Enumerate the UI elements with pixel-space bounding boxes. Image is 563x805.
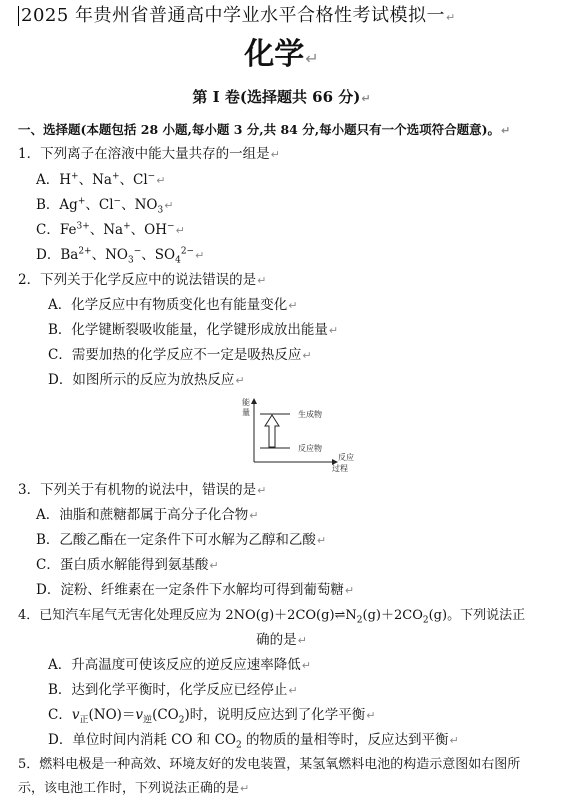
question-2-option-d: [48, 371, 245, 390]
question-2-stem: [18, 271, 266, 290]
option-text: A．升高温度可使该反应的逆反应速率降低: [48, 657, 301, 673]
charge: +: [123, 221, 131, 232]
subject-text: 化学: [244, 37, 305, 72]
question-text: 5．燃料电极是一种高效、环境友好的发电装置，某氢氧燃料电池的构造示意图如右图所: [18, 757, 521, 772]
charge: −: [133, 246, 142, 257]
paragraph-mark-icon: ↵: [449, 734, 459, 747]
energy-diagram: [228, 396, 360, 476]
question-4-option-a: [48, 656, 311, 675]
option-text: A．油脂和蔗糖都属于高分子化合物: [36, 507, 249, 523]
charge: 3+: [76, 221, 90, 232]
y-axis-label-1: 能: [242, 398, 250, 407]
option-text: D．淀粉、纤维素在一定条件下水解均可得到葡萄糖: [36, 582, 344, 598]
question-2-option-b: [48, 321, 338, 340]
question-text: N: [345, 608, 357, 623]
paragraph-mark-icon: ↵: [344, 584, 355, 597]
exam-header: [18, 4, 456, 30]
paragraph-mark-icon: ↵: [361, 92, 371, 105]
question-5-stem: [18, 756, 520, 774]
paragraph-mark-icon: ↵: [270, 148, 280, 161]
ion-text: Ag: [59, 197, 78, 213]
question-4-option-d: [48, 731, 459, 750]
paragraph-mark-icon: ↵: [257, 274, 267, 287]
ion-text: 、NO: [121, 197, 158, 213]
paragraph-mark-icon: ↵: [209, 559, 219, 572]
subscript: 正: [79, 715, 89, 726]
y-axis-label-2: 量: [242, 408, 250, 417]
paragraph-mark-icon: ↵: [305, 49, 319, 68]
question-text: 示，该电池工作时，下列说法正确的是: [18, 781, 240, 796]
question-1-stem: [18, 145, 280, 164]
reactant-level-label: 反应物: [298, 444, 322, 453]
question-2-option-a: [48, 296, 297, 315]
ion-text: 、SO: [141, 247, 176, 263]
paragraph-mark-icon: ↵: [302, 349, 312, 362]
option-text: (CO: [152, 707, 179, 723]
charge: +: [71, 171, 79, 182]
paragraph-mark-icon: ↵: [175, 224, 185, 237]
question-3-stem: [18, 481, 266, 500]
question-4-stem: [18, 607, 525, 625]
question-3-option-a: [36, 506, 258, 525]
ion-text: Fe: [59, 222, 77, 238]
charge: −: [113, 196, 122, 207]
question-1-option-b: [36, 196, 173, 215]
option-label: C．: [48, 707, 72, 723]
question-3-option-b: [36, 531, 326, 550]
option-text: C．需要加热的化学反应不一定是吸热反应: [48, 347, 302, 363]
paragraph-mark-icon: ↵: [156, 174, 166, 187]
paragraph-mark-icon: ↵: [297, 634, 307, 647]
paragraph-mark-icon: ↵: [195, 249, 205, 262]
option-label: D．: [36, 247, 61, 263]
paragraph-mark-icon: ↵: [288, 299, 298, 312]
charge: +: [77, 196, 86, 207]
option-label: A．: [36, 172, 60, 188]
charge: 2+: [78, 246, 92, 257]
charge: 2−: [180, 246, 195, 257]
subject-title: [0, 36, 563, 78]
question-5-stem-line-2: [18, 780, 249, 798]
paragraph-mark-icon: ↵: [235, 374, 245, 387]
ion-text: H: [59, 172, 72, 188]
subscript: 3: [127, 255, 134, 266]
question-3-option-c: [36, 556, 219, 575]
ion-text: 、OH: [130, 222, 168, 238]
option-text: B．化学键断裂吸收能量，化学键形成放出能量: [48, 322, 328, 338]
option-text: (NO)＝: [88, 707, 136, 723]
paragraph-mark-icon: ↵: [446, 11, 456, 24]
paragraph-mark-icon: ↵: [366, 709, 376, 722]
question-1-option-c: [36, 221, 185, 240]
option-text: D．如图所示的反应为放热反应: [48, 372, 235, 388]
question-text: 2．下列关于化学反应中的说法错误的是: [18, 272, 257, 288]
rate-symbol: v: [135, 707, 144, 723]
paragraph-mark-icon: ↵: [288, 684, 298, 697]
question-1-option-a: [36, 171, 165, 190]
question-4-option-c: [48, 706, 375, 725]
charge: −: [147, 171, 156, 182]
option-text: A．化学反应中有物质变化也有能量变化: [48, 297, 288, 313]
option-text: )时，说明反应达到了化学平衡: [184, 707, 366, 723]
charge: −: [167, 221, 175, 232]
option-label: C．: [36, 222, 60, 238]
x-axis-label-2: 过程: [332, 464, 348, 473]
paragraph-mark-icon: ↵: [328, 324, 339, 337]
ion-text: 、Na: [78, 172, 112, 188]
subscript: 2: [178, 715, 185, 726]
ion-text: 、NO: [91, 247, 128, 263]
subscript: 逆: [143, 715, 153, 726]
question-text: 3．下列关于有机物的说法中，错误的是: [18, 482, 257, 498]
text-cursor: [18, 6, 19, 26]
subscript: 4: [175, 255, 181, 266]
subscript: 2: [236, 740, 242, 751]
ion-text: Ba: [60, 247, 79, 263]
option-text: 的物质的量相等时，反应达到平衡: [241, 732, 449, 748]
ion-text: 、Na: [89, 222, 124, 238]
subscript: 2: [422, 615, 429, 626]
section-text: 一、选择题(本题包括 28 小题,每小题 3 分,共 84 分,每小题只有一个选项符合题意)。: [18, 122, 500, 137]
paragraph-mark-icon: ↵: [240, 782, 250, 795]
question-text: (g)＋2CO: [362, 608, 423, 623]
x-axis-label-1: 反应: [338, 453, 354, 462]
question-3-option-d: [36, 581, 354, 600]
question-text: (g)。下列说法正: [428, 608, 526, 623]
option-text: B．乙酸乙酯在一定条件下可水解为乙醇和乙酸: [36, 532, 316, 548]
volume-text: 第 I 卷(选择题共 66 分): [192, 88, 361, 106]
option-label: B．: [36, 197, 60, 213]
section-heading: [18, 121, 510, 140]
option-text: C．蛋白质水解能得到氨基酸: [36, 557, 209, 573]
option-text: D．单位时间内消耗 CO 和 CO: [48, 732, 236, 748]
charge: +: [111, 171, 120, 182]
y-axis-arrow: [251, 398, 257, 404]
question-4-stem-continuation: [0, 631, 563, 650]
energy-diagram-svg: [228, 396, 360, 476]
paragraph-mark-icon: ↵: [164, 199, 174, 212]
ion-text: 、Cl: [85, 197, 114, 213]
question-2-option-c: [48, 346, 312, 365]
exam-title: 2025 年贵州省普通高中学业水平合格性考试模拟一: [21, 5, 446, 26]
subscript: 3: [157, 205, 164, 216]
energy-arrow: [265, 415, 279, 447]
question-text: 4．已知汽车尾气无害化处理反应为 2NO(g)＋2CO(g): [18, 608, 335, 623]
ion-text: 、Cl: [119, 172, 148, 188]
paragraph-mark-icon: ↵: [500, 124, 511, 137]
paragraph-mark-icon: ↵: [257, 484, 267, 497]
volume-title: [0, 88, 563, 108]
paragraph-mark-icon: ↵: [316, 534, 327, 547]
product-level-label: 生成物: [298, 410, 322, 419]
subscript: 2: [356, 615, 363, 626]
question-4-option-b: [48, 681, 298, 700]
paragraph-mark-icon: ↵: [249, 509, 259, 522]
paragraph-mark-icon: ↵: [301, 659, 311, 672]
rate-symbol: v: [71, 707, 80, 723]
question-text: 确的是: [256, 632, 297, 648]
equilibrium-arrow: ⇌: [334, 608, 346, 623]
question-1-option-d: [36, 246, 204, 265]
question-text: 1．下列离子在溶液中能大量共存的一组是: [18, 146, 270, 162]
option-text: B．达到化学平衡时，化学反应已经停止: [48, 682, 288, 698]
